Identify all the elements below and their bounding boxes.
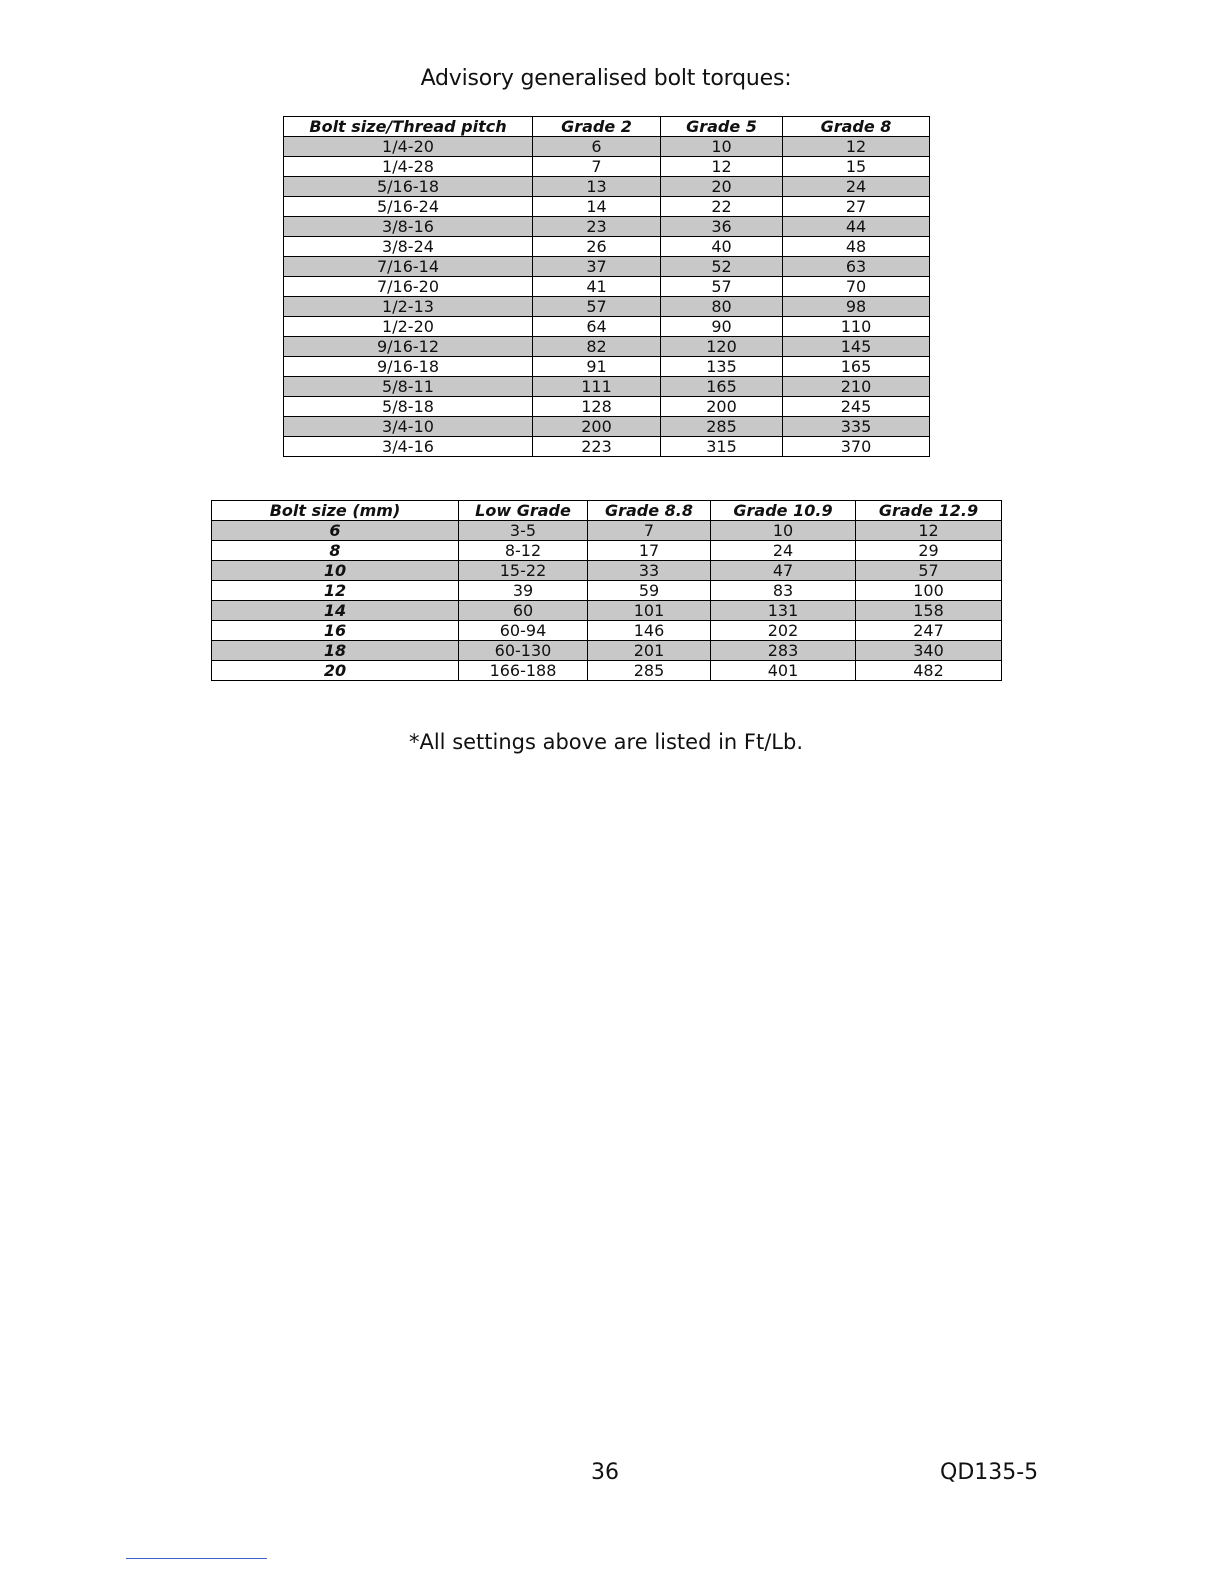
table-cell: 3/8-16: [284, 217, 533, 237]
table-cell: 5/16-18: [284, 177, 533, 197]
column-header: Grade 8: [783, 117, 930, 137]
table-cell: 166-188: [459, 661, 588, 681]
table-cell: 101: [588, 601, 711, 621]
table-cell: 3/8-24: [284, 237, 533, 257]
table-cell: 1/4-28: [284, 157, 533, 177]
table-cell: 7: [533, 157, 661, 177]
table-cell: 285: [588, 661, 711, 681]
table-cell: 245: [783, 397, 930, 417]
table-cell: 57: [661, 277, 783, 297]
table-cell: 26: [533, 237, 661, 257]
column-header: Bolt size (mm): [212, 501, 459, 521]
table-cell: 29: [856, 541, 1002, 561]
table-cell: 17: [588, 541, 711, 561]
table-cell: 146: [588, 621, 711, 641]
table-cell: 12: [661, 157, 783, 177]
table-cell: 5/8-18: [284, 397, 533, 417]
table-cell: 63: [783, 257, 930, 277]
table-row: [284, 397, 930, 417]
table-row: [284, 437, 930, 457]
table-cell: 145: [783, 337, 930, 357]
table-cell: 44: [783, 217, 930, 237]
column-header: Grade 12.9: [856, 501, 1002, 521]
table-row: [284, 177, 930, 197]
table-row: [284, 157, 930, 177]
table-row: [284, 257, 930, 277]
table-cell: 60-94: [459, 621, 588, 641]
table-cell: 10: [661, 137, 783, 157]
table-cell: 401: [711, 661, 856, 681]
table-cell: 27: [783, 197, 930, 217]
imperial-torque-table: [283, 116, 930, 457]
table-cell: 110: [783, 317, 930, 337]
table-cell: 90: [661, 317, 783, 337]
table-cell: 1/2-13: [284, 297, 533, 317]
table-cell: 20: [661, 177, 783, 197]
table-cell: 83: [711, 581, 856, 601]
table-header-row: [284, 117, 930, 137]
table-cell: 14: [533, 197, 661, 217]
table-row: [284, 317, 930, 337]
table-cell: 201: [588, 641, 711, 661]
table-cell: 210: [783, 377, 930, 397]
table-cell: 10: [711, 521, 856, 541]
table-header-row: [212, 501, 1002, 521]
table-row: [212, 521, 1002, 541]
table-row: [284, 277, 930, 297]
table-cell: 20: [212, 661, 459, 681]
table-cell: 23: [533, 217, 661, 237]
table-cell: 9/16-18: [284, 357, 533, 377]
table-cell: 223: [533, 437, 661, 457]
table-cell: 57: [533, 297, 661, 317]
table-cell: 158: [856, 601, 1002, 621]
table-cell: 200: [661, 397, 783, 417]
table-cell: 15-22: [459, 561, 588, 581]
column-header: Grade 2: [533, 117, 661, 137]
table-cell: 5/16-24: [284, 197, 533, 217]
table-row: [212, 601, 1002, 621]
table-cell: 1/4-20: [284, 137, 533, 157]
table-cell: 7/16-14: [284, 257, 533, 277]
table-cell: 91: [533, 357, 661, 377]
table-cell: 40: [661, 237, 783, 257]
table-row: [284, 197, 930, 217]
table-cell: 165: [783, 357, 930, 377]
column-header: Grade 5: [661, 117, 783, 137]
table-cell: 16: [212, 621, 459, 641]
column-header: Grade 8.8: [588, 501, 711, 521]
document-code: QD135-5: [940, 1460, 1039, 1485]
page-number: 36: [591, 1460, 619, 1485]
table-cell: 285: [661, 417, 783, 437]
table-cell: 335: [783, 417, 930, 437]
table-cell: 48: [783, 237, 930, 257]
table-cell: 6: [533, 137, 661, 157]
table-row: [284, 417, 930, 437]
table-cell: 8: [212, 541, 459, 561]
table-cell: 12: [856, 521, 1002, 541]
table-cell: 60-130: [459, 641, 588, 661]
table-row: [212, 641, 1002, 661]
table-cell: 165: [661, 377, 783, 397]
table-cell: 120: [661, 337, 783, 357]
table-cell: 5/8-11: [284, 377, 533, 397]
table-cell: 52: [661, 257, 783, 277]
table-cell: 47: [711, 561, 856, 581]
table-cell: 1/2-20: [284, 317, 533, 337]
table-cell: 7/16-20: [284, 277, 533, 297]
metric-torque-table: [211, 500, 1002, 681]
table-row: [212, 581, 1002, 601]
table-cell: 247: [856, 621, 1002, 641]
table-cell: 33: [588, 561, 711, 581]
table-cell: 24: [711, 541, 856, 561]
table-row: [212, 661, 1002, 681]
table-cell: 64: [533, 317, 661, 337]
table-cell: 13: [533, 177, 661, 197]
table-cell: 9/16-12: [284, 337, 533, 357]
table-cell: 12: [212, 581, 459, 601]
table-cell: 36: [661, 217, 783, 237]
table-cell: 37: [533, 257, 661, 277]
column-header: Low Grade: [459, 501, 588, 521]
table-cell: 315: [661, 437, 783, 457]
table-cell: 39: [459, 581, 588, 601]
table-cell: 12: [783, 137, 930, 157]
table-cell: 7: [588, 521, 711, 541]
table-cell: 24: [783, 177, 930, 197]
table-row: [284, 357, 930, 377]
table-cell: 98: [783, 297, 930, 317]
table-row: [212, 561, 1002, 581]
table-row: [284, 297, 930, 317]
table-cell: 59: [588, 581, 711, 601]
table-cell: 8-12: [459, 541, 588, 561]
table-row: [212, 541, 1002, 561]
table-cell: 283: [711, 641, 856, 661]
table-cell: 128: [533, 397, 661, 417]
table-row: [284, 237, 930, 257]
table-cell: 202: [711, 621, 856, 641]
table-cell: 18: [212, 641, 459, 661]
table-cell: 135: [661, 357, 783, 377]
table-cell: 60: [459, 601, 588, 621]
table-cell: 14: [212, 601, 459, 621]
table-cell: 100: [856, 581, 1002, 601]
table-cell: 41: [533, 277, 661, 297]
table-cell: 3/4-16: [284, 437, 533, 457]
page-title: Advisory generalised bolt torques:: [420, 66, 792, 91]
table-row: [284, 217, 930, 237]
table-cell: 80: [661, 297, 783, 317]
table-row: [284, 377, 930, 397]
table-cell: 482: [856, 661, 1002, 681]
table-cell: 22: [661, 197, 783, 217]
table-cell: 10: [212, 561, 459, 581]
table-cell: 15: [783, 157, 930, 177]
column-header: Bolt size/Thread pitch: [284, 117, 533, 137]
table-cell: 70: [783, 277, 930, 297]
table-cell: 82: [533, 337, 661, 357]
table-cell: 3-5: [459, 521, 588, 541]
table-row: [284, 137, 930, 157]
column-header: Grade 10.9: [711, 501, 856, 521]
table-cell: 370: [783, 437, 930, 457]
table-cell: 340: [856, 641, 1002, 661]
table-row: [212, 621, 1002, 641]
footer-rule: [126, 1558, 267, 1559]
table-cell: 3/4-10: [284, 417, 533, 437]
table-cell: 111: [533, 377, 661, 397]
units-note: *All settings above are listed in Ft/Lb.: [408, 730, 804, 754]
table-cell: 6: [212, 521, 459, 541]
table-row: [284, 337, 930, 357]
table-cell: 57: [856, 561, 1002, 581]
table-cell: 200: [533, 417, 661, 437]
table-cell: 131: [711, 601, 856, 621]
